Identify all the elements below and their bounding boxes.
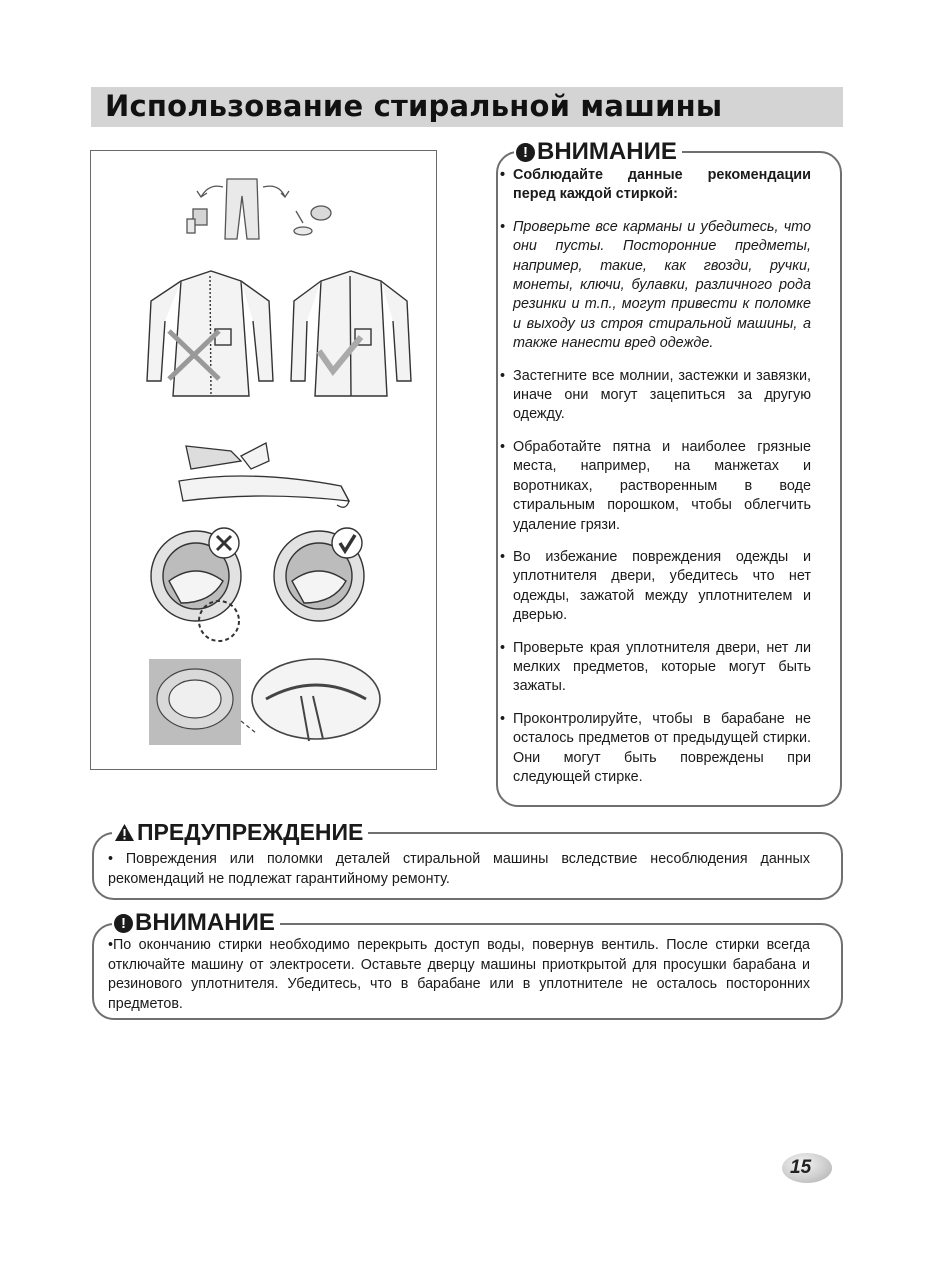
warning-triangle-icon xyxy=(114,823,135,842)
exclamation-circle-icon: ! xyxy=(516,143,535,162)
warning-text: • Повреждения или поломки деталей стиральной машины вследствие несоблюдения данных рекомендаций не подлежат гарантийному ремонту. xyxy=(108,851,810,887)
list-item: • Обработайте пятна и наиболее грязные места, например, на манжетах и воротниках, растворенным в воде стиральным порошком, чтобы облегчить удаление грязи. xyxy=(500,438,811,533)
door-check-illustration xyxy=(151,528,364,641)
page-title: Использование стиральной машины xyxy=(105,89,723,123)
title-bar xyxy=(91,87,843,127)
list-item: • Проверьте края уплотнителя двери, нет ли мелких предметов, которые могут быть зажаты. xyxy=(500,639,811,695)
warning-heading: ПРЕДУПРЕЖДЕНИЕ xyxy=(112,820,368,844)
list-item: • Проверьте все карманы и убедитесь, что они пусты. Посторонние предметы, например, такие, как гвозди, ручки, монеты, ключи, булавки, различного рода резинки и т.п., могут привести к поломке и выходу из строя стиральной машины, а также нанести вред одежде. xyxy=(500,218,811,352)
page-number-badge xyxy=(782,1153,832,1183)
caution-heading: ! ВНИМАНИЕ xyxy=(514,140,682,164)
exclamation-circle-icon: ! xyxy=(114,914,133,933)
stain-treatment-illustration xyxy=(179,443,349,507)
list-item: • Застегните все молнии, застежки и завязки, иначе они могут зацепиться за другую одежду. xyxy=(500,367,811,423)
list-item: • Проконтролируйте, чтобы в барабане не осталось предметов от предыдущей стирки. Они могут быть повреждены при следующей стирке. xyxy=(500,710,811,785)
illustration-panel xyxy=(90,150,437,770)
caution-text-2: •По окончанию стирки необходимо перекрыть доступ воды, повернув вентиль. После стирки всегда отключайте машину от электросети. Оставьте дверцу машины приоткрытой для просушки барабана и резинового уплотнителя. Убедитесь, что в барабане или в уплотнителе не осталось посторонних предметов. xyxy=(108,937,810,1012)
shirts-illustration xyxy=(147,271,411,396)
drum-check-illustration xyxy=(149,659,380,745)
caution-heading-2: ! ВНИМАНИЕ xyxy=(112,911,280,935)
list-item: • Во избежание повреждения одежды и уплотнителя двери, убедитесь что нет одежды, зажатой между уплотнителем и дверью. xyxy=(500,548,811,624)
page-number: 15 xyxy=(790,1157,812,1178)
caution-list xyxy=(499,166,811,787)
illustration-graphics xyxy=(91,151,438,771)
pockets-illustration xyxy=(187,179,331,239)
caution-intro: • Соблюдайте данные рекомендации перед каждой стиркой: xyxy=(500,167,811,203)
